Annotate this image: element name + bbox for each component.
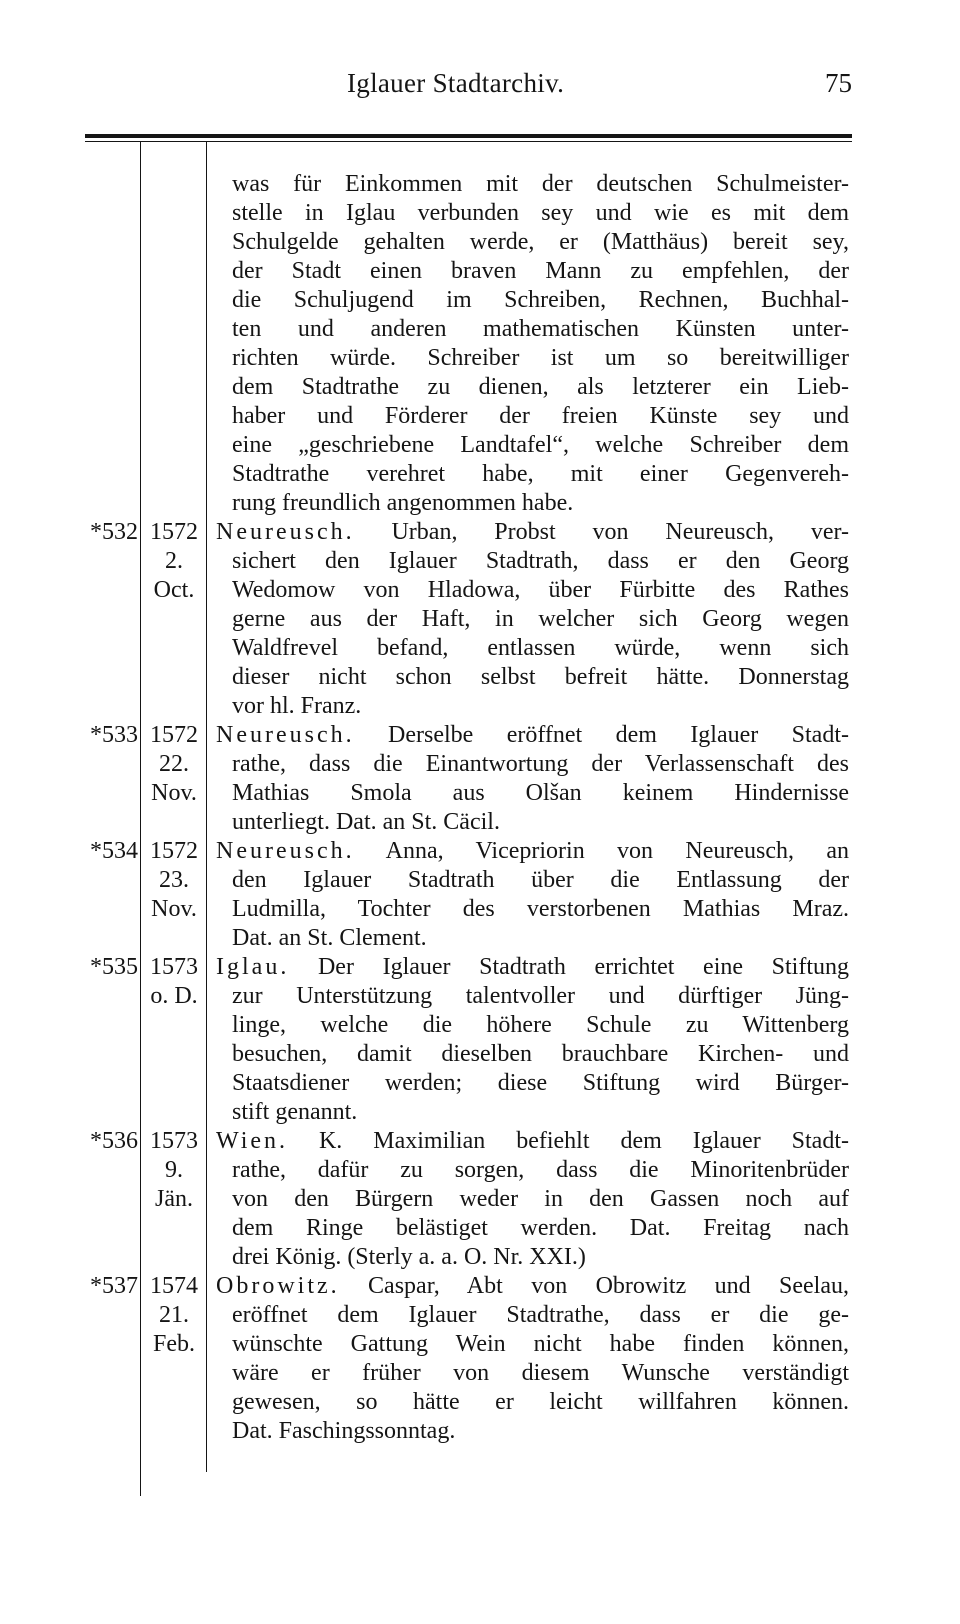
entry-text: Anna, Vicepriorin von Neureusch, an [354,838,849,864]
running-title: Iglauer Stadtarchiv. [347,68,565,98]
header-rule-thin [85,141,852,142]
entry-day: 21. [159,1302,189,1328]
entry-day: 22. [159,751,189,777]
text-line: die Schuljugend im Schreiben, Rechnen, Buchhal- [232,287,849,313]
entry-year: 1573 [150,954,198,980]
entry-place: Neureusch. [216,519,355,545]
entry-first-line [216,721,849,750]
text-line: dem Stadtrathe zu dienen, als letzterer ein Lieb- [232,374,849,400]
text-line: der Stadt einen braven Mann zu empfehlen, der [232,258,849,284]
text-line: Staatsdiener werden; diese Stiftung wird Bürger- [232,1070,849,1096]
text-line: stelle in Iglau verbunden sey und wie es mit dem [232,200,849,226]
entry-year: 1572 [150,838,198,864]
entry-number: *535 [90,954,138,980]
text-line: Mathias Smola aus Olšan keinem Hindernisse [232,780,849,806]
header-rule-thick [85,134,852,138]
text-line: Schulgelde gehalten werde, er (Matthäus) bereit sey, [232,229,849,255]
text-line: rathe, dass die Einantwortung der Verlassenschaft des [232,751,849,777]
text-line: unterliegt. Dat. an St. Cäcil. [232,809,500,835]
entry-number: *536 [90,1128,138,1154]
text-line: sichert den Iglauer Stadtrath, dass er den Georg [232,548,849,574]
entry-day: 23. [159,867,189,893]
text-line: Dat. an St. Clement. [232,925,427,951]
text-line: haber und Förderer der freien Künste sey und [232,403,849,429]
entry-month: Nov. [151,896,197,922]
text-line: richten würde. Schreiber ist um so bereitwilliger [232,345,849,371]
text-line: eine „geschriebene Landtafel“, welche Schreiber dem [232,432,849,458]
text-line: zur Unterstützung talentvoller und dürftiger Jüng- [232,983,849,1009]
entry-text: K. Maximilian befiehlt dem Iglauer Stadt- [288,1128,849,1154]
text-line: Waldfrevel befand, entlassen würde, wenn sich [232,635,849,661]
text-line: eröffnet dem Iglauer Stadtrathe, dass er die ge- [232,1302,849,1328]
entry-year: 1573 [150,1128,198,1154]
entry-year: 1572 [150,722,198,748]
entry-year: 1574 [150,1273,198,1299]
text-line: vor hl. Franz. [232,693,362,719]
entry-place: Neureusch. [216,838,355,864]
entry-number: *537 [90,1273,138,1299]
text-line: wäre er früher von diesem Wunsche verständigt [232,1360,849,1386]
entry-month: Nov. [151,780,197,806]
text-line: stift genannt. [232,1099,358,1125]
entry-place: Neureusch. [216,722,355,748]
text-line: Dat. Faschingssonntag. [232,1418,456,1444]
text-line: rathe, dafür zu sorgen, dass die Minoritenbrüder [232,1157,849,1183]
entry-month: Feb. [153,1331,195,1357]
entry-year: 1572 [150,519,198,545]
entry-text: Caspar, Abt von Obrowitz und Seelau, [339,1273,849,1299]
text-line: gewesen, so hätte er leicht willfahren können. [232,1389,849,1415]
entry-first-line [216,953,849,982]
page-header [347,68,852,106]
entry-date: o. D. [150,983,198,1009]
text-line: Stadtrathe verehret habe, mit einer Gegenvereh- [232,461,849,487]
entry-first-line [216,1272,849,1301]
entry-text: Der Iglauer Stadtrath errichtet eine Stiftung [289,954,849,980]
text-line: Wedomow von Hladowa, über Fürbitte des Rathes [232,577,849,603]
text-line: dieser nicht schon selbst befreit hätte. Donnerstag [232,664,849,690]
entry-text: Derselbe eröffnet dem Iglauer Stadt- [354,722,849,748]
text-line: besuchen, damit dieselben brauchbare Kirchen- und [232,1041,849,1067]
entry-number: *533 [90,722,138,748]
entry-month: Oct. [153,577,195,603]
text-line: ten und anderen mathematischen Künsten unter- [232,316,849,342]
text-line: linge, welche die höhere Schule zu Wittenberg [232,1012,849,1038]
entry-number: *534 [90,838,138,864]
text-line: drei König. (Sterly a. a. O. Nr. XXI.) [232,1244,586,1270]
entry-day: 9. [165,1157,183,1183]
text-line: Ludmilla, Tochter des verstorbenen Mathias Mraz. [232,896,849,922]
text-line: was für Einkommen mit der deutschen Schulmeister- [232,171,849,197]
text-line: dem Ringe belästiget werden. Dat. Freitag nach [232,1215,849,1241]
text-line: gerne aus der Haft, in welcher sich Georg wegen [232,606,849,632]
text-line: rung freundlich angenommen habe. [232,490,574,516]
entry-text: Urban, Probst von Neureusch, ver- [354,519,849,545]
entry-month: Jän. [155,1186,193,1212]
entry-day: 2. [165,548,183,574]
entry-first-line [216,837,849,866]
text-line: wünschte Gattung Wein nicht habe finden können, [232,1331,849,1357]
entry-first-line [216,518,849,547]
entry-place: Wien. [216,1128,289,1154]
entry-number: *532 [90,519,138,545]
entry-place: Iglau. [216,954,290,980]
text-line: von den Bürgern weder in den Gassen noch auf [232,1186,849,1212]
entry-place: Obrowitz. [216,1273,340,1299]
page-number: 75 [825,68,852,98]
entry-first-line [216,1127,849,1156]
text-line: den Iglauer Stadtrath über die Entlassung der [232,867,849,893]
